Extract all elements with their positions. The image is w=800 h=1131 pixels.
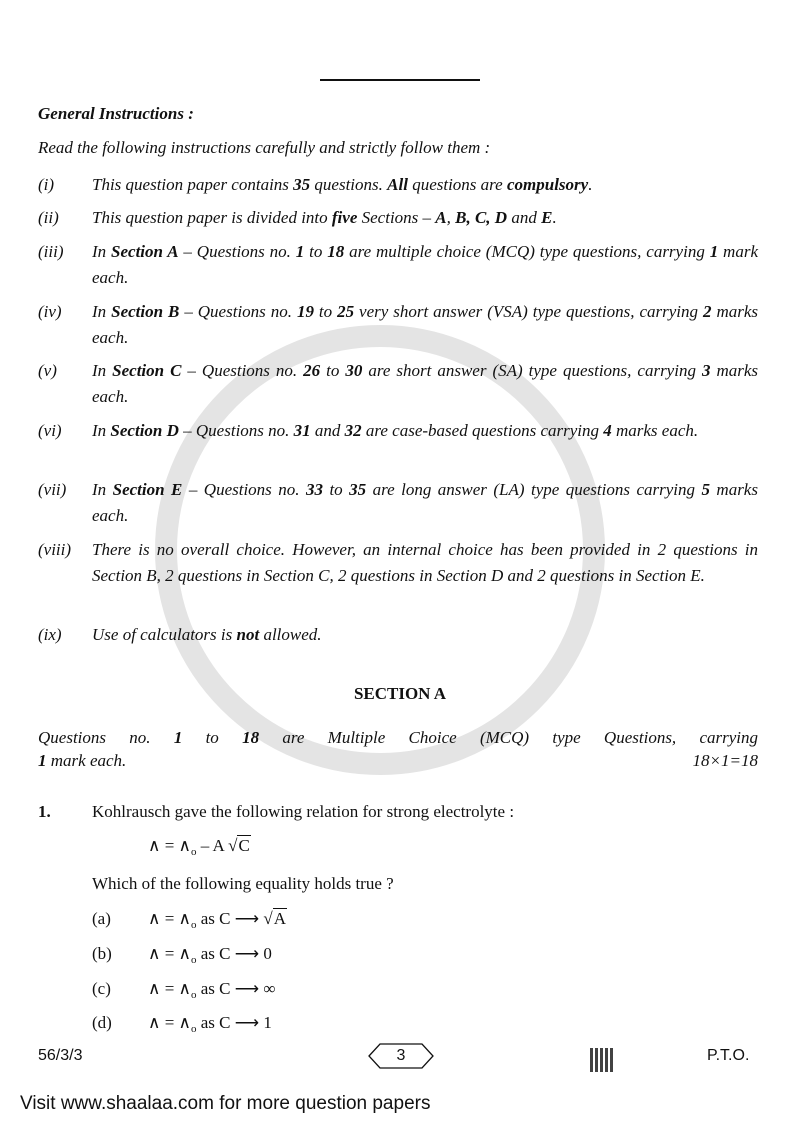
marks-text: mark each.: [46, 751, 127, 770]
bold-text: compulsory: [506, 175, 589, 194]
instructions-intro: Read the following instructions carefully and strictly follow them :: [38, 138, 491, 157]
instruction-item: [38, 358, 758, 410]
option-lhs: ∧ = ∧: [148, 1013, 191, 1032]
text: marks each.: [92, 302, 758, 347]
bold-text: Section D: [110, 421, 179, 440]
text: very short answer (VSA) type questions, carrying: [354, 302, 703, 321]
bold-text: B, C, D: [455, 208, 508, 227]
bold-text: 4: [603, 421, 612, 440]
option-lhs: ∧ = ∧: [148, 909, 191, 928]
pto-label: P.T.O.: [707, 1047, 750, 1064]
bold-text: five: [331, 208, 358, 227]
option-label: (b): [92, 944, 112, 963]
instruction-item: [38, 537, 758, 589]
instruction-text: [92, 239, 758, 291]
instruction-item: [38, 622, 758, 648]
section-title: SECTION A: [353, 684, 447, 703]
page-number: 3: [396, 1047, 406, 1064]
instruction-text: [92, 622, 758, 648]
bold-text: 32: [344, 421, 362, 440]
text: are short answer (SA) type questions, carrying: [362, 361, 702, 380]
bold-text: 31: [293, 421, 311, 440]
instruction-item: [38, 205, 758, 231]
bold-text: A: [435, 208, 447, 227]
option-text: as C ⟶ 1: [196, 1013, 272, 1032]
option-label: (c): [92, 979, 111, 998]
text: to: [182, 728, 243, 747]
text: – Questions no.: [178, 421, 294, 440]
marks-count: 1: [38, 751, 47, 770]
option-sub: o: [190, 919, 197, 931]
option-text: as C ⟶ ∞: [196, 979, 276, 998]
section-intro-tail: [38, 749, 126, 772]
option-label: (d): [92, 1013, 112, 1032]
text: – Questions no.: [179, 302, 297, 321]
bold-text: not: [236, 625, 260, 644]
text: – Questions no.: [178, 242, 296, 261]
option-lhs: ∧ = ∧: [148, 944, 191, 963]
text: are Multiple Choice (MCQ) type Questions, carrying: [259, 728, 759, 747]
text: mark each.: [92, 242, 758, 287]
instruction-text: [92, 358, 758, 410]
bold-text: Section C: [112, 361, 182, 380]
bold-text: Section B: [111, 302, 180, 321]
text: are long answer (LA) type questions carrying: [366, 480, 702, 499]
instruction-text: [92, 418, 758, 444]
option-text: as C ⟶ 0: [196, 944, 272, 963]
text: .: [588, 175, 593, 194]
instruction-number: (ix): [38, 625, 62, 644]
text: questions.: [310, 175, 388, 194]
option-sub: o: [190, 954, 197, 966]
bold-text: E: [541, 208, 553, 227]
text: Use of calculators is: [92, 625, 237, 644]
formula-root: C: [238, 836, 250, 855]
text: to: [320, 361, 346, 380]
instruction-item: [38, 299, 758, 351]
bold-text: 1: [709, 242, 719, 261]
bold-text: 18: [327, 242, 345, 261]
text: Sections –: [357, 208, 436, 227]
instruction-number: (i): [38, 175, 55, 194]
text: marks each.: [92, 361, 758, 406]
instruction-item: [38, 418, 758, 444]
bold-text: 1: [173, 728, 183, 747]
text: – Questions no.: [182, 480, 306, 499]
section-marks: 18×1=18: [692, 751, 758, 770]
text: – Questions no.: [181, 361, 304, 380]
bold-text: 25: [337, 302, 355, 321]
bold-text: Section A: [111, 242, 179, 261]
text: In: [92, 302, 112, 321]
bold-text: 35: [349, 480, 367, 499]
text: There is no overall choice. However, an internal choice has been provided in 2 questions in Section B, 2 questions in Section C, 2 questions in Section D and 2 questions in Section E.: [92, 540, 758, 585]
paper-code: 56/3/3: [38, 1047, 83, 1064]
option-sub: o: [190, 989, 197, 1001]
question-number: 1.: [38, 802, 51, 821]
instruction-text: [92, 537, 758, 589]
text: .: [552, 208, 557, 227]
text: to: [322, 480, 350, 499]
text: and: [507, 208, 542, 227]
text: marks each.: [611, 421, 699, 440]
text: ,: [446, 208, 456, 227]
text: In: [92, 480, 113, 499]
top-rule: [320, 79, 480, 81]
bold-text: 33: [305, 480, 323, 499]
text: This question paper is divided into: [92, 208, 332, 227]
question-prompt: Which of the following equality holds true ?: [92, 874, 394, 893]
text: Questions no.: [38, 728, 174, 747]
option-c[interactable]: [92, 979, 275, 1001]
text: and: [310, 421, 345, 440]
bold-text: 1: [295, 242, 305, 261]
site-banner[interactable]: Visit www.shaalaa.com for more question papers: [20, 1093, 431, 1114]
bold-text: 30: [345, 361, 363, 380]
instruction-number: (iv): [38, 302, 62, 321]
formula-lhs: ∧ = ∧: [148, 836, 191, 855]
section-intro-line2: [38, 749, 758, 772]
instruction-number: (iii): [38, 242, 64, 261]
bold-text: Section E: [112, 480, 183, 499]
section-intro: [38, 726, 758, 749]
instruction-text: [92, 299, 758, 351]
option-lhs: ∧ = ∧: [148, 979, 191, 998]
instruction-number: (vi): [38, 421, 62, 440]
bold-text: 2: [702, 302, 712, 321]
bold-text: All: [387, 175, 408, 194]
bold-text: 3: [701, 361, 711, 380]
instruction-number: (viii): [38, 540, 72, 559]
option-a[interactable]: (a) ∧ = $\wedge_o$ as C ⟶ √A: [92, 909, 286, 931]
option-label: (a): [92, 909, 111, 928]
option-root: A: [273, 909, 286, 928]
instruction-text: [92, 205, 758, 231]
text: marks each.: [92, 480, 758, 525]
text: In: [92, 361, 113, 380]
question-text: Kohlrausch gave the following relation for strong electrolyte :: [92, 802, 515, 821]
instruction-text: [92, 172, 758, 198]
text: In: [92, 242, 112, 261]
instruction-number: (ii): [38, 208, 59, 227]
text: This question paper contains: [92, 175, 294, 194]
text: allowed.: [259, 625, 322, 644]
bold-text: 18: [242, 728, 260, 747]
text: to: [313, 302, 338, 321]
text: are multiple choice (MCQ) type questions, carrying: [344, 242, 710, 261]
formula-sub: o: [190, 846, 197, 858]
bold-text: 35: [293, 175, 311, 194]
text: questions are: [407, 175, 507, 194]
option-sub: o: [190, 1023, 197, 1035]
question-formula: ∧ = $\wedge_o$ – A √C: [148, 836, 250, 858]
bold-text: 26: [303, 361, 321, 380]
instruction-number: (vii): [38, 480, 67, 499]
instruction-item: [38, 239, 758, 291]
option-text: as C ⟶: [196, 909, 264, 928]
instruction-text: [92, 477, 758, 529]
bold-text: 19: [296, 302, 314, 321]
instruction-item: [38, 477, 758, 529]
qr-code-icon: [590, 1048, 614, 1072]
formula-minus: – A: [196, 836, 224, 855]
instruction-number: (v): [38, 361, 57, 380]
bold-text: 5: [701, 480, 710, 499]
instruction-item: [38, 172, 758, 198]
text: are case-based questions carrying: [361, 421, 604, 440]
text: to: [304, 242, 328, 261]
option-d[interactable]: [92, 1013, 272, 1035]
option-b[interactable]: [92, 944, 272, 966]
text: In: [92, 421, 111, 440]
instructions-heading: General Instructions :: [38, 104, 194, 123]
